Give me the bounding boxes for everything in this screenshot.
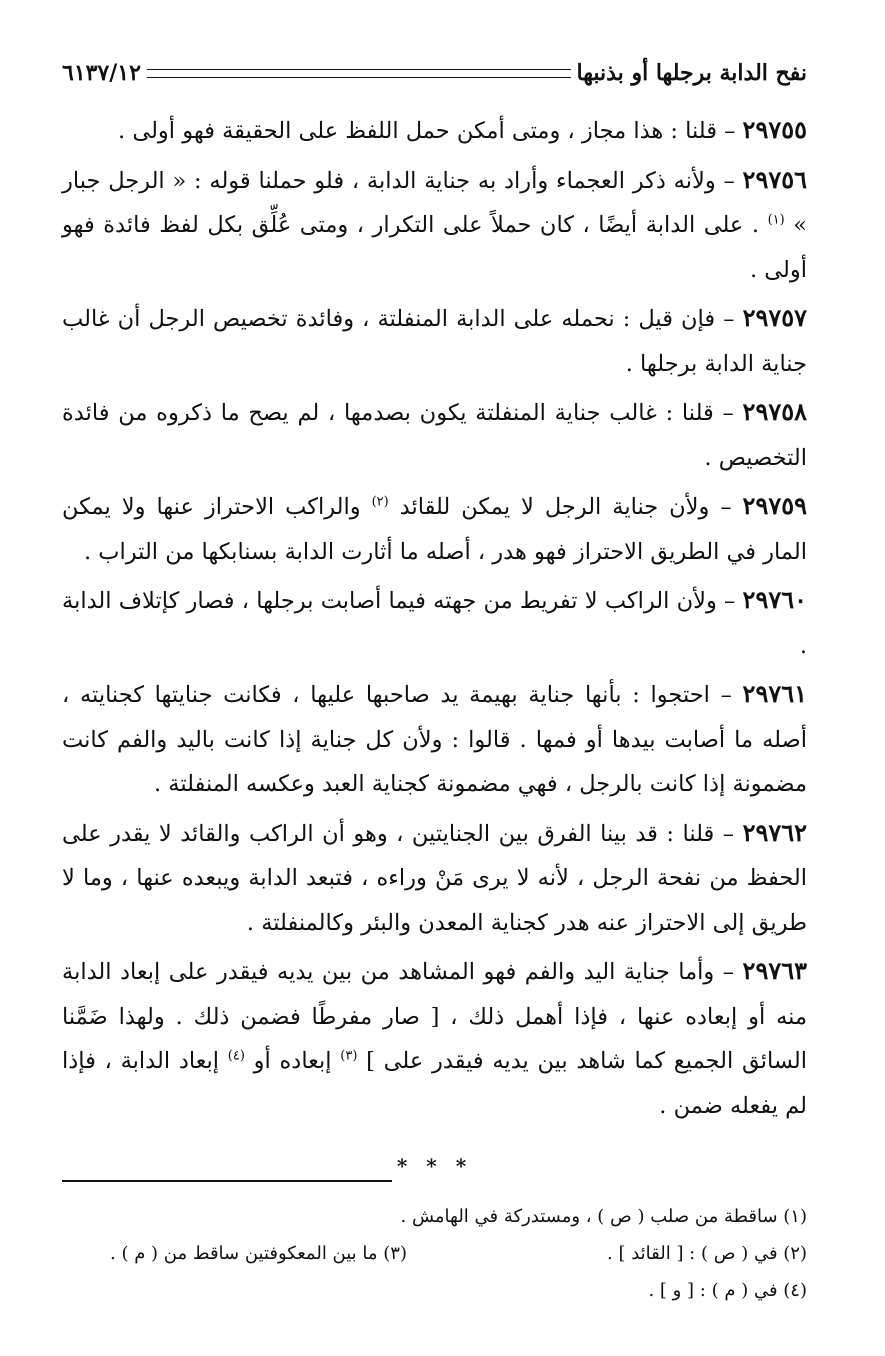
- paragraph-29760: [62, 578, 807, 668]
- paragraph-29763: [62, 949, 807, 1128]
- running-header: [62, 52, 807, 94]
- paragraph-number: ٢٩٧٦٠: [742, 585, 807, 614]
- footnotes: [62, 1198, 807, 1309]
- paragraph-number: ٢٩٧٥٧: [742, 303, 808, 332]
- paragraph-text: – ولأن الراكب لا تفريط من جهته فيما أصابت برجلها ، فصار كإتلاف الدابة .: [62, 588, 807, 659]
- page: [62, 52, 807, 1332]
- paragraph-text: . على الدابة أيضًا ، كان حملاً على التكرار ، ومتى عُلِّق بكل لفظ فائدة فهو أولى .: [62, 212, 807, 283]
- paragraph-number: ٢٩٧٦١: [742, 679, 807, 708]
- paragraph-text: – احتجوا : بأنها جناية بهيمة يد صاحبها عليها ، فكانت جنايتها كجنايته ، أصله ما أصابت بيدها أو فمها . قالوا : ولأن كل جناية إذا كانت باليد والفم كانت مضمونة إذا كانت بالرجل ، فهي مضمونة كجناية العبد وعكسه المنفلتة .: [62, 682, 807, 797]
- paragraph-text: – ولأنه ذكر العجماء وأراد به جناية الدابة ، فلو حملنا قوله : « الرجل جبار »: [62, 167, 808, 238]
- main-text: [62, 108, 807, 1189]
- footnote-ref[interactable]: (٢): [371, 494, 389, 510]
- paragraph-29757: [62, 296, 807, 386]
- paragraph-number: ٢٩٧٥٥: [742, 115, 807, 144]
- paragraph-29758: [62, 390, 807, 480]
- paragraph-text: والراكب الاحتراز عنها ولا يمكن المار في الطريق الاحتراز فهو هدر ، أصله ما أثارت الدابة بسنابكها من التراب .: [62, 494, 807, 565]
- paragraph-number: ٢٩٧٦٣: [742, 956, 807, 985]
- paragraph-number: ٢٩٧٥٨: [742, 397, 807, 426]
- header-title: نفح الدابة برجلها أو بذنبها: [576, 60, 807, 86]
- footnote-ref[interactable]: (٤): [227, 1048, 245, 1064]
- paragraph-text: إبعاده أو: [253, 1048, 332, 1074]
- header-rule: [147, 69, 571, 78]
- paragraph-number: ٢٩٧٦٢: [742, 817, 808, 847]
- footnote-4: (٤) في ( م ) : [ و ] .: [648, 1280, 807, 1301]
- paragraph-text: – قلنا : قد بينا الفرق بين الجنايتين ، وهو أن الراكب والقائد لا يقدر على الحفظ من نفحة الرجل ، لأنه لا يرى مَنْ وراءه ، فتبعد الدابة ويبعده عنها ، وما لا طريق إلى الاحتراز عنه هدر كجناية المعدن والبئر وكالمنفلتة .: [62, 820, 807, 936]
- paragraph-29761: [62, 672, 807, 807]
- paragraph-29755: [62, 108, 807, 154]
- paragraph-text: إبعاد الدابة ، فإذا لم يفعله ضمن .: [62, 1048, 807, 1119]
- footnote-3: (٣) ما بين المعكوفتين ساقط من ( م ) .: [110, 1243, 407, 1264]
- footnote-ref[interactable]: (٣): [340, 1048, 358, 1064]
- paragraph-text: – فإن قيل : نحمله على الدابة المنفلتة ، وفائدة تخصيص الرجل أن غالب جناية الدابة برجلها .: [62, 306, 807, 377]
- paragraph-number: ٢٩٧٥٩: [742, 491, 807, 520]
- paragraph-text: – قلنا : غالب جناية المنفلتة يكون بصدمها ، لم يصح ما ذكروه من فائدة التخصيص .: [62, 400, 807, 471]
- paragraph-text: – ولأن جناية الرجل لا يمكن للقائد: [399, 494, 732, 520]
- footnote-row: [62, 1235, 807, 1272]
- footnote-2: (٢) في ( ص ) : [ القائد ] .: [607, 1243, 807, 1264]
- paragraph-29762: [62, 811, 807, 946]
- footnote-ref[interactable]: (١): [767, 212, 785, 228]
- paragraph-29756: [62, 158, 807, 293]
- paragraph-text: – وأما جناية اليد والفم فهو المشاهد من بين يديه فيقدر على إبعاد الدابة منه أو إبعاده عنها ، فإذا أهمل ذلك ، [ صار مفرطًا فضمن ذلك . ولهذا ضَمَّنا السائق الجميع كما شاهد بين يديه فيقدر على ]: [62, 959, 807, 1074]
- section-separator: * * *: [396, 1154, 473, 1178]
- paragraph-number: ٢٩٧٥٦: [742, 164, 807, 194]
- footnote-divider: [62, 1180, 392, 1182]
- header-page-ref: ٦١٣٧/١٢: [62, 60, 141, 86]
- paragraph-text: – قلنا : هذا مجاز ، ومتى أمكن حمل اللفظ على الحقيقة فهو أولى .: [118, 118, 736, 144]
- footnote-1: (١) ساقطة من صلب ( ص ) ، ومستدركة في الهامش .: [400, 1206, 807, 1227]
- paragraph-29759: [62, 484, 807, 574]
